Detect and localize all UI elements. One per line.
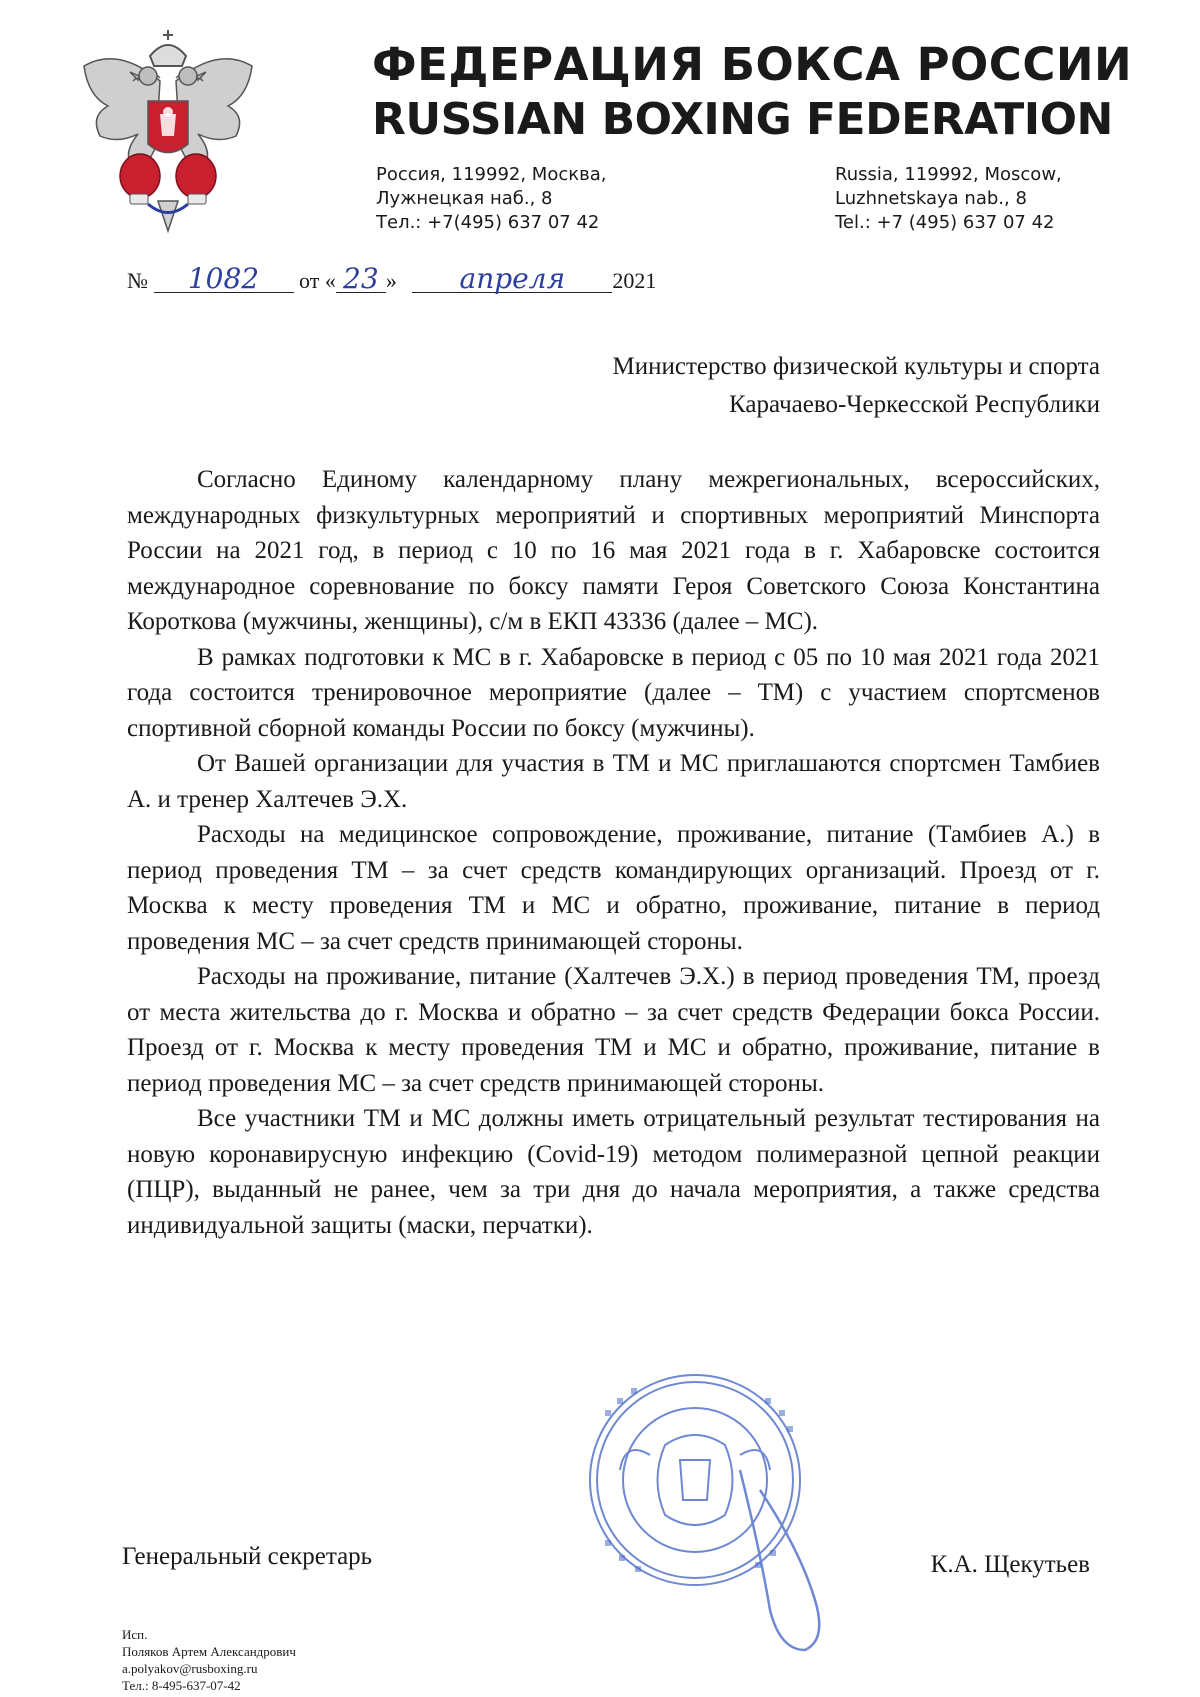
address-ru <box>376 163 606 235</box>
executor-name: Поляков Артем Александрович <box>122 1644 296 1659</box>
address-en-line: Luzhnetskaya nab., 8 <box>835 188 1027 209</box>
address-en-line: Tel.: +7 (495) 637 07 42 <box>835 212 1055 233</box>
federation-emblem-icon <box>78 26 258 236</box>
executor-email: a.polyakov@rusboxing.ru <box>122 1661 258 1676</box>
federation-title-en: RUSSIAN BOXING FEDERATION <box>372 94 1113 145</box>
executor-label: Исп. <box>122 1627 148 1642</box>
close-quote: » <box>385 268 397 293</box>
number-label: № <box>127 268 148 293</box>
body-paragraph: От Вашей организации для участия в ТМ и МС приглашаются спортсмен Тамбиев А. и тренер Халтечев Э.Х. <box>127 750 1100 813</box>
address-en-line: Russia, 119992, Moscow, <box>835 164 1062 185</box>
executor-block <box>122 1626 296 1694</box>
document-day: 23 <box>336 266 386 293</box>
signatory-name: К.А. Щекутьев <box>930 1551 1090 1578</box>
addressee-line: Карачаево-Черкесской Республики <box>729 391 1100 418</box>
address-ru-line: Россия, 119992, Москва, <box>376 164 607 185</box>
address-ru-line: Тел.: +7(495) 637 07 42 <box>376 212 600 233</box>
from-label: от « <box>299 268 336 293</box>
federation-title-ru: ФЕДЕРАЦИЯ БОКСА РОССИИ <box>372 38 1133 91</box>
signatory-title: Генеральный секретарь <box>122 1543 373 1570</box>
body-paragraph: Согласно Единому календарному плану межрегиональных, всероссийских, международных физкультурных мероприятий и спортивных мероприятий Минспорта России на 2021 год, в период с 10 по 16 мая 2021 года в г. Хабаровске состоится международное соревнование по боксу памяти Героя Советского Союза Константина Короткова (мужчины, женщины), с/м в ЕКП 43336 (далее – МС). <box>127 466 1100 635</box>
body-paragraph: В рамках подготовки к МС в г. Хабаровске в период с 05 по 10 мая 2021 года 2021 года состоится тренировочное мероприятие (далее – ТМ) с участием спортсменов спортивной сборной команды России по боксу (мужчины). <box>127 643 1100 742</box>
document-number: 1082 <box>154 266 294 293</box>
letter-body <box>127 462 1100 1243</box>
body-paragraph: Расходы на проживание, питание (Халтечев Э.Х.) в период проведения ТМ, проезд от места жительства до г. Москва и обратно – за счет средств Федерации бокса России. Проезд от г. Москва к месту проведения ТМ и МС и обратно, проживание, питание в период проведения МС – за счет средств принимающей стороны. <box>127 963 1100 1097</box>
body-paragraph: Все участники ТМ и МС должны иметь отрицательный результат тестирования на новую коронавирусную инфекцию (Covid-19) методом полимеразной цепной реакции (ПЦР), выданный не ранее, чем за три дня до начала мероприятия, а также средства индивидуальной защиты (маски, перчатки). <box>127 1105 1100 1239</box>
address-en <box>835 163 1062 235</box>
registration-line <box>127 262 657 295</box>
body-paragraph: Расходы на медицинское сопровождение, проживание, питание (Тамбиев А.) в период проведения ТМ – за счет средств командирующих организаций. Проезд от г. Москва к месту проведения ТМ и МС и обратно, проживание, питание в период проведения МС – за счет средств принимающей стороны. <box>127 821 1100 955</box>
document-year: 2021 <box>612 268 657 293</box>
document-month: апреля <box>412 266 612 293</box>
addressee-block <box>400 348 1100 424</box>
addressee-line: Министерство физической культуры и спорта <box>612 353 1100 380</box>
address-ru-line: Лужнецкая наб., 8 <box>376 188 553 209</box>
federation-seal-icon <box>565 1350 865 1670</box>
executor-phone: Тел.: 8-495-637-07-42 <box>122 1678 241 1693</box>
